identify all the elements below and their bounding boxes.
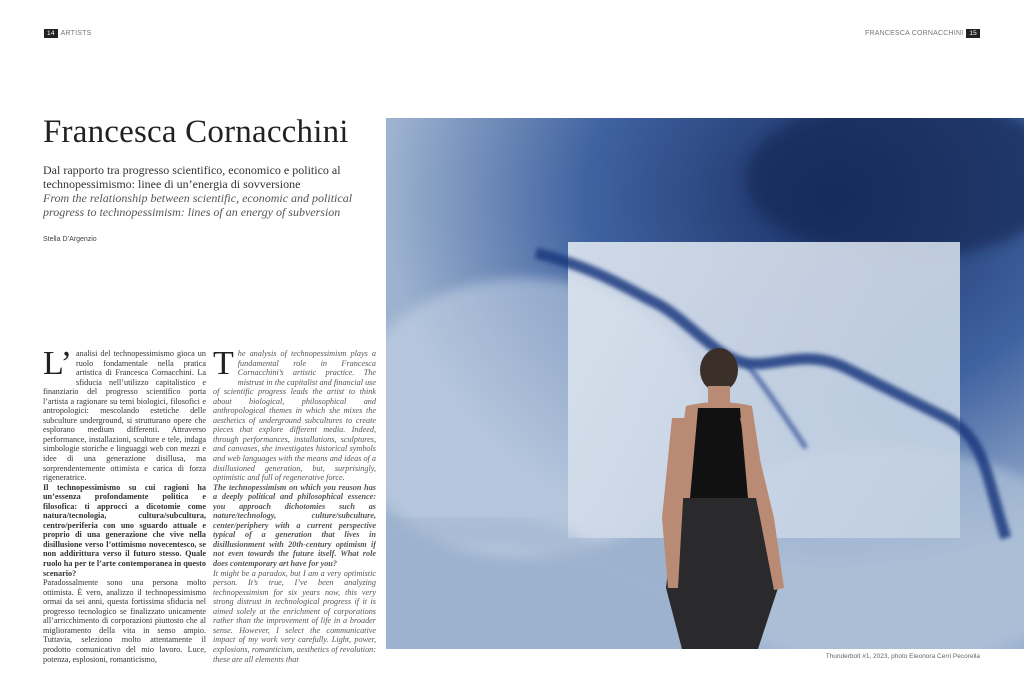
intro-paragraph-english [213,349,376,483]
answer-italian: Paradossalmente sono una persona molto ottimista. È vero, analizzo il technopessimismo ormai da sei anni, questa fortissima sfiducia nel progresso tecnologico se finalizzato unicamente all’arricchimento di corporazioni piuttosto che al miglioramento della vita in senso ampio. Tuttavia, seleziono molto attentamente il prodotto comunicativo del mio lavoro. Luce, potenza, esplosioni, romanticismo, [43,578,206,664]
artwork-photo [386,118,1024,649]
right-running-head [865,29,980,38]
question-italian: Il technopessimismo su cui ragioni ha un’essenza profondamente politica e filosofica: ti approcci a dicotomie come natura/tecnologia, cultura/subcultura, centro/periferia con uno sguardo attuale e proprio di una generazione che vive nella disillusione verso l’ottimismo novecentesco, se non addirittura verso il futuro stesso. Quale ruolo ha per te l’arte contemporanea in questo scenario? [43,482,206,578]
dropcap-english: T [213,349,234,382]
right-page-number: 15 [966,29,980,38]
left-page-number: 14 [44,29,58,38]
dropcap-italian: L’ [43,349,72,382]
left-running-head [44,29,91,38]
left-section-label: ARTISTS [60,30,92,37]
subtitle-english: From the relationship between scientific, economic and political progress to technopessimism: lines of an energy of subversion [43,191,353,219]
article-title: Francesca Cornacchini [43,114,349,150]
subtitle-italian: Dal rapporto tra progresso scientifico, economico e politico al technopessimismo: linee di un’energia di sovversione [43,163,341,191]
body-column-english [213,349,376,665]
body-column-italian [43,349,206,665]
right-section-label: FRANCESCA CORNACCHINI [865,30,964,37]
artwork-photo-illustration [386,118,1024,649]
answer-english: It might be a paradox, but I am a very optimistic person. It’s true, I’ve been analyzing technopessimism for six years now, this very strong distrust in technological progress if it is aimed solely at the enrichment of corporations rather than the improvement of life in a broader sense. However, I select the communicative impact of my work very carefully. Light, power, explosions, romanticism, aesthetics of revolution: these are all elements that [213,568,376,664]
intro-text-english: he analysis of technopessimism plays a fundamental role in Francesca Cornacchini’s artistic practice. The mistrust in the capitalist and financial use of scientific progress leads the artist to think about biological, philosophical and anthropological themes in which she mixes the aesthetics of underground subcultures to create pieces that explore different media. Indeed, through performances, installations, sculptures, and canvases, she investigates historical symbols and web languages with the means and ideas of a disillusioned generation, but, surprisingly, optimistic and full of regenerative force. [213,349,376,483]
photo-caption: Thunderbolt #1, 2023, photo Eleonora Cerri Pecorella [825,653,980,660]
intro-paragraph-italian [43,349,206,483]
question-english: The technopessimism on which you reason has a deeply political and philosophical essence: you approach dichotomies such as nature/technology, culture/subculture, center/periphery with a current perspective typical of a generation that lives in disillusionment with 20th-century optimism if not even towards the future itself. What role does contemporary art have for you? [213,482,376,569]
author-byline: Stella D’Argenzio [43,236,97,243]
intro-text-italian: analisi del technopessimismo gioca un ruolo fondamentale nella pratica artistica di Francesca Cornacchini. La sfiducia nell’utilizzo capitalistico e finanziario del progresso scientifico porta l’artista a ragionare su temi biologici, filosofici e antropologici: mescolando estetiche delle subculture underground, si strutturano opere che esplorano medium differenti. Attraverso performance, installazioni, sculture e tele, indaga simbologie storiche e linguaggi web con mezzi e idee di una generazione disillusa, ma sorprendentemente ottimista e carica di forza rigeneratrice. [43,349,206,483]
